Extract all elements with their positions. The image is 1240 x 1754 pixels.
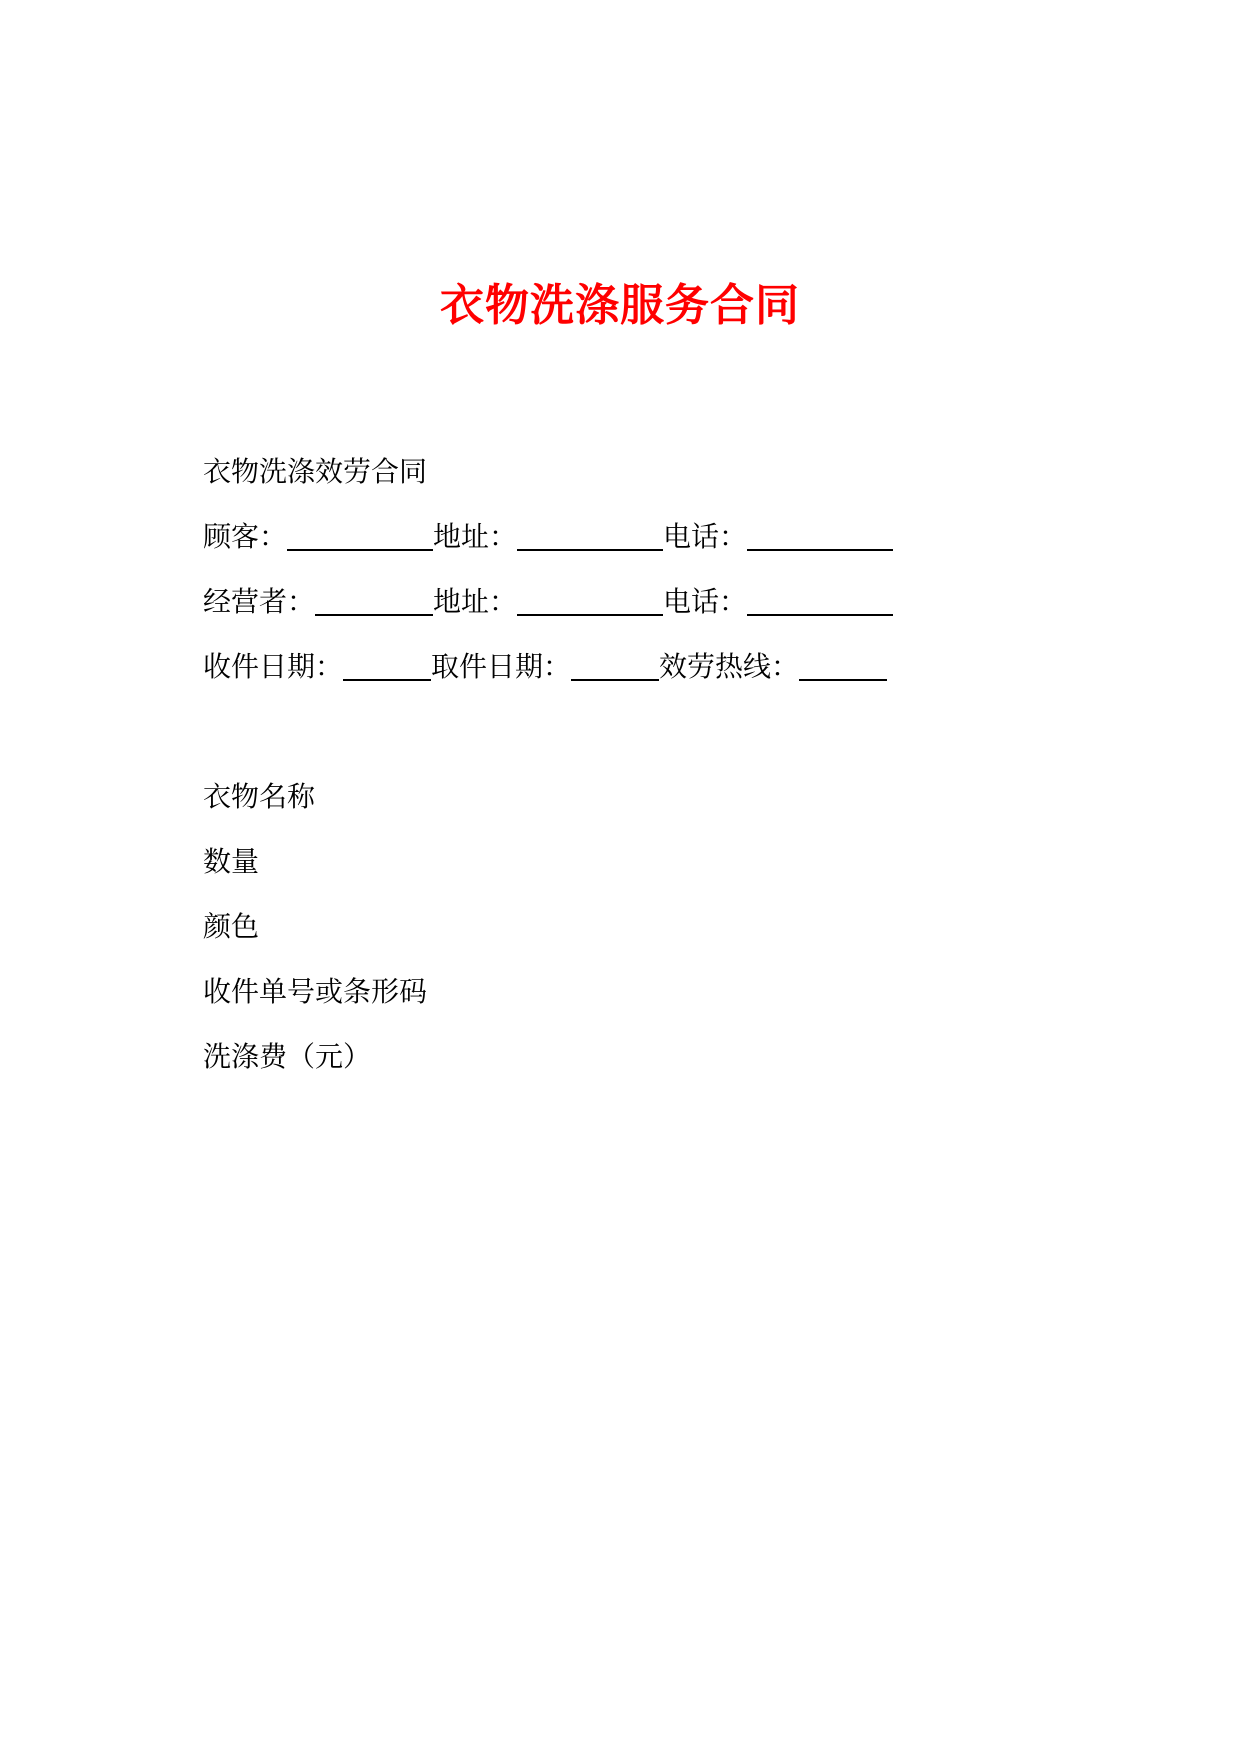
pickup-date-blank[interactable]: [571, 649, 659, 681]
receive-date-label: 收件日期：: [203, 650, 344, 683]
operator-phone-label: 电话：: [663, 585, 748, 618]
operator-address-label: 地址：: [433, 585, 518, 618]
dates-info-row: [203, 647, 1063, 687]
customer-label: 顾客：: [203, 520, 288, 553]
item-washing-fee: 洗涤费（元）: [203, 1040, 372, 1073]
item-quantity: 数量: [203, 845, 260, 878]
receive-date-blank[interactable]: [343, 649, 431, 681]
hotline-label: 效劳热线：: [659, 650, 800, 683]
list-item: [203, 1037, 1063, 1077]
list-item: [203, 842, 1063, 882]
list-item: [203, 972, 1063, 1012]
customer-info-row: [203, 517, 1063, 557]
operator-blank[interactable]: [315, 584, 433, 616]
list-item: [203, 777, 1063, 817]
list-item: [203, 907, 1063, 947]
customer-address-blank[interactable]: [517, 519, 663, 551]
operator-phone-blank[interactable]: [747, 584, 893, 616]
contract-subtitle: 衣物洗涤效劳合同: [203, 455, 428, 488]
item-clothing-name: 衣物名称: [203, 780, 316, 813]
operator-info-row: [203, 582, 1063, 622]
customer-address-label: 地址：: [433, 520, 518, 553]
customer-blank[interactable]: [287, 519, 433, 551]
customer-phone-label: 电话：: [663, 520, 748, 553]
operator-label: 经营者：: [203, 585, 316, 618]
pickup-date-label: 取件日期：: [431, 650, 572, 683]
document-body: [203, 452, 1063, 1102]
item-order-number: 收件单号或条形码: [203, 975, 428, 1008]
subtitle-line: [203, 452, 1063, 492]
document-title: 衣物洗涤服务合同: [440, 280, 800, 331]
customer-phone-blank[interactable]: [747, 519, 893, 551]
hotline-blank[interactable]: [799, 649, 887, 681]
operator-address-blank[interactable]: [517, 584, 663, 616]
item-color: 颜色: [203, 910, 260, 943]
